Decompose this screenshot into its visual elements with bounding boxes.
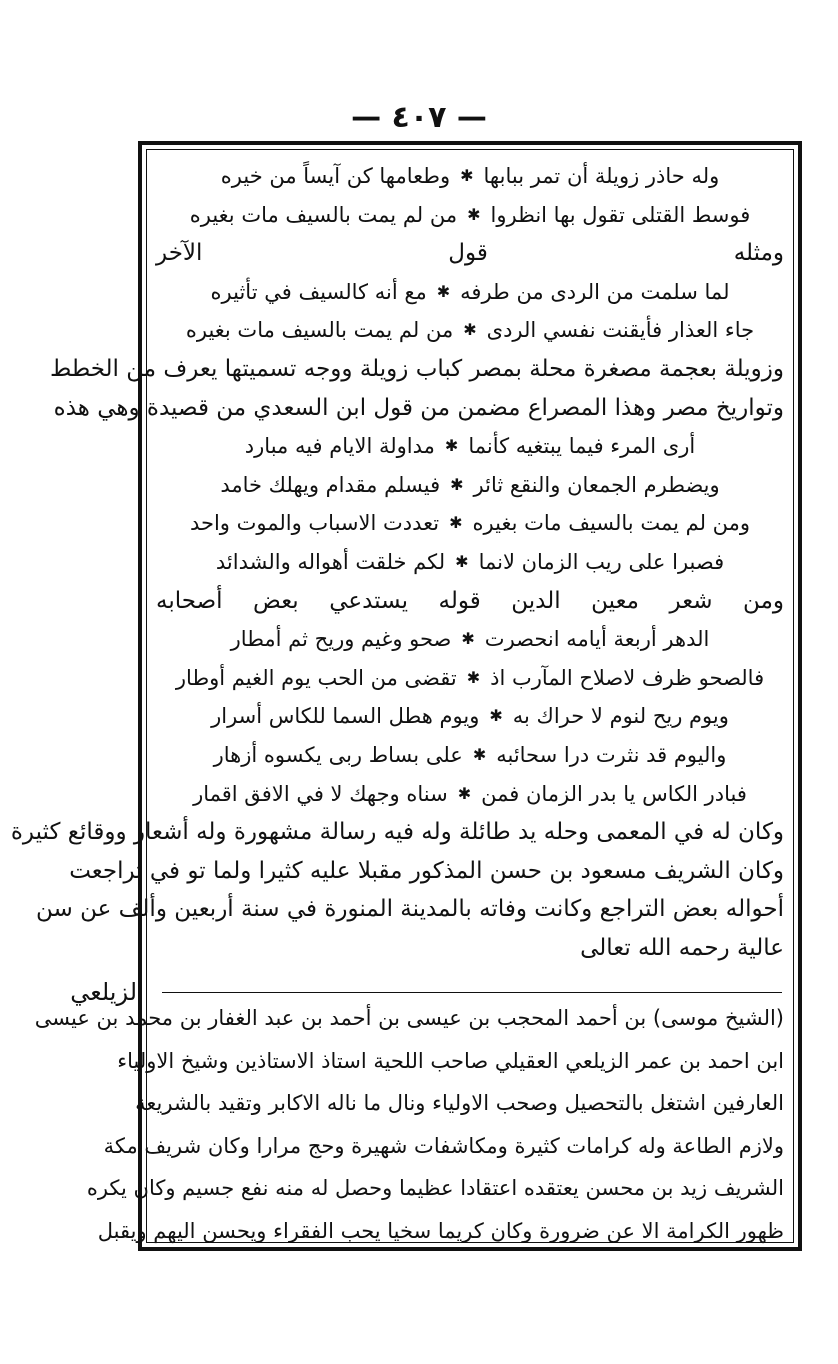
verse-separator-star-icon: ✱ <box>460 166 474 185</box>
verse-line <box>152 503 788 543</box>
biography-line: العارفين اشتغل بالتحصيل وصحب الاولياء ونال ما ناله الاكابر وتقيد بالشريعة <box>135 1091 784 1115</box>
biography-line: الشريف زيد بن محسن يعتقده اعتقادا عظيما وحصل له منه نفع جسيم وكان يكره <box>86 1176 784 1200</box>
verse-second-hemistich: وطعامها كن آيساً من خيره <box>220 164 451 188</box>
verse-separator-star-icon: ✱ <box>449 513 463 533</box>
verse-second-hemistich: تعددت الاسباب والموت واحد <box>189 511 440 536</box>
verse-second-hemistich: من لم يمت بالسيف مات بغيره <box>185 318 454 343</box>
verse-separator-star-icon: ✱ <box>489 706 503 726</box>
verse-first-hemistich: فوسط القتلى تقول بها انظروا <box>490 202 751 227</box>
verse-second-hemistich: ويوم هطل السما للكاس أسرار <box>211 704 480 729</box>
verse-first-hemistich: فصبرا على ريب الزمان لانما <box>478 550 725 574</box>
verse-first-hemistich: ومن لم يمت بالسيف مات بغيره <box>472 511 751 536</box>
verse-line <box>152 465 788 505</box>
verse-first-hemistich: واليوم قد نثرت درا سحائبه <box>496 743 727 767</box>
verse-line <box>152 735 788 775</box>
verse-second-hemistich: سناه وجهك لا في الافق اقمار <box>193 781 448 806</box>
page-number: — ٤٠٧ — <box>351 100 487 135</box>
verse-line <box>152 195 788 235</box>
verse-separator-star-icon: ✱ <box>472 745 487 764</box>
verse-second-hemistich: مداولة الايام فيه مبارد <box>244 434 435 459</box>
verse-separator-star-icon: ✱ <box>457 783 472 803</box>
verse-separator-star-icon: ✱ <box>444 436 459 456</box>
footnote-divider <box>162 992 782 993</box>
verse-separator-star-icon: ✱ <box>466 667 481 687</box>
verse-first-hemistich: ويضطرم الجمعان والنقع ثائر <box>473 472 720 497</box>
prose-line: وكان له في المعمى وحله يد طائلة وله فيه رسالة مشهورة وله أشعار ووقائع كثيرة <box>10 819 784 846</box>
verse-line <box>152 156 788 196</box>
verse-second-hemistich: فيسلم مقدام ويهلك خامد <box>220 472 441 497</box>
verse-line <box>152 619 788 659</box>
biography-line: ظهور الكرامة الا عن ضرورة وكان كريما سخيا يحب الفقراء ويحسن اليهم ويقبل <box>97 1218 784 1243</box>
biography-line: ولازم الطاعة وله كرامات كثيرة ومكاشفات شهيرة وحج مرارا وكان شريف مكة <box>103 1133 784 1158</box>
biography-line: (الشيخ موسى) بن أحمد المحجب بن عيسى بن أحمد بن عبد الغفار بن محمد بن عيسى <box>34 1006 784 1030</box>
verse-first-hemistich: ويوم ريح لنوم لا حراك به <box>512 704 729 729</box>
verse-second-hemistich: على بساط ربى يكسوه أزهار <box>213 743 463 767</box>
prose-line: أحواله بعض التراجع وكانت وفاته بالمدينة المنورة في سنة أربعين وألف عن سن <box>35 896 784 923</box>
prose-line: وتواريخ مصر وهذا المصراع مضمن من قول ابن السعدي من قصيدة وهي هذه <box>53 394 784 421</box>
biography-line: ابن احمد بن عمر الزيلعي العقيلي صاحب اللحية استاذ الاستاذين وشيخ الاولياء <box>117 1048 784 1073</box>
verse-first-hemistich: فالصحو ظرف لاصلاح المآرب اذ <box>490 665 765 690</box>
prose-line: وزويلة بعجمة مصغرة محلة بمصر كباب زويلة ووجه تسميتها يعرف من الخطط <box>50 356 784 382</box>
verse-first-hemistich: فبادر الكاس يا بدر الزمان فمن <box>481 781 747 806</box>
prose-line: ومثله قول الآخر <box>156 240 784 267</box>
prose-line: عالية رحمه الله تعالى <box>580 935 784 961</box>
verse-second-hemistich: تقضى من الحب يوم الغيم أوطار <box>175 665 457 690</box>
margin-name-label: الزيلعي <box>70 978 144 1006</box>
verse-first-hemistich: أرى المرء فيما يبتغيه كأنما <box>468 434 696 459</box>
verse-second-hemistich: من لم يمت بالسيف مات بغيره <box>189 202 458 227</box>
verse-first-hemistich: جاء العذار فأيقنت نفسي الردى <box>486 318 755 343</box>
verse-separator-star-icon: ✱ <box>461 629 475 649</box>
verse-line <box>152 310 788 350</box>
verse-separator-star-icon: ✱ <box>450 474 464 494</box>
verse-line <box>152 426 788 466</box>
prose-line: وكان الشريف مسعود بن حسن المذكور مقبلا عليه كثيرا ولما تو في تراجعت <box>69 857 784 884</box>
verse-line <box>152 272 788 312</box>
verse-separator-star-icon: ✱ <box>463 320 477 340</box>
verse-second-hemistich: مع أنه كالسيف في تأثيره <box>210 279 427 304</box>
verse-separator-star-icon: ✱ <box>436 281 451 301</box>
verse-separator-star-icon: ✱ <box>467 204 481 224</box>
verse-second-hemistich: لكم خلقت أهواله والشدائد <box>215 550 446 574</box>
verse-first-hemistich: وله حاذر زويلة أن تمر ببابها <box>483 164 720 188</box>
verse-line <box>152 542 788 582</box>
verse-first-hemistich: الدهر أربعة أيامه انحصرت <box>484 627 710 652</box>
verse-separator-star-icon: ✱ <box>455 552 469 571</box>
verse-first-hemistich: لما سلمت من الردى من طرفه <box>460 279 730 304</box>
verse-line <box>152 774 788 814</box>
prose-line: ومن شعر معين الدين قوله يستدعي بعض أصحابه <box>156 587 784 614</box>
verse-line <box>152 696 788 736</box>
verse-line <box>152 658 788 698</box>
verse-second-hemistich: صحو وغيم وريح ثم أمطار <box>230 627 452 652</box>
